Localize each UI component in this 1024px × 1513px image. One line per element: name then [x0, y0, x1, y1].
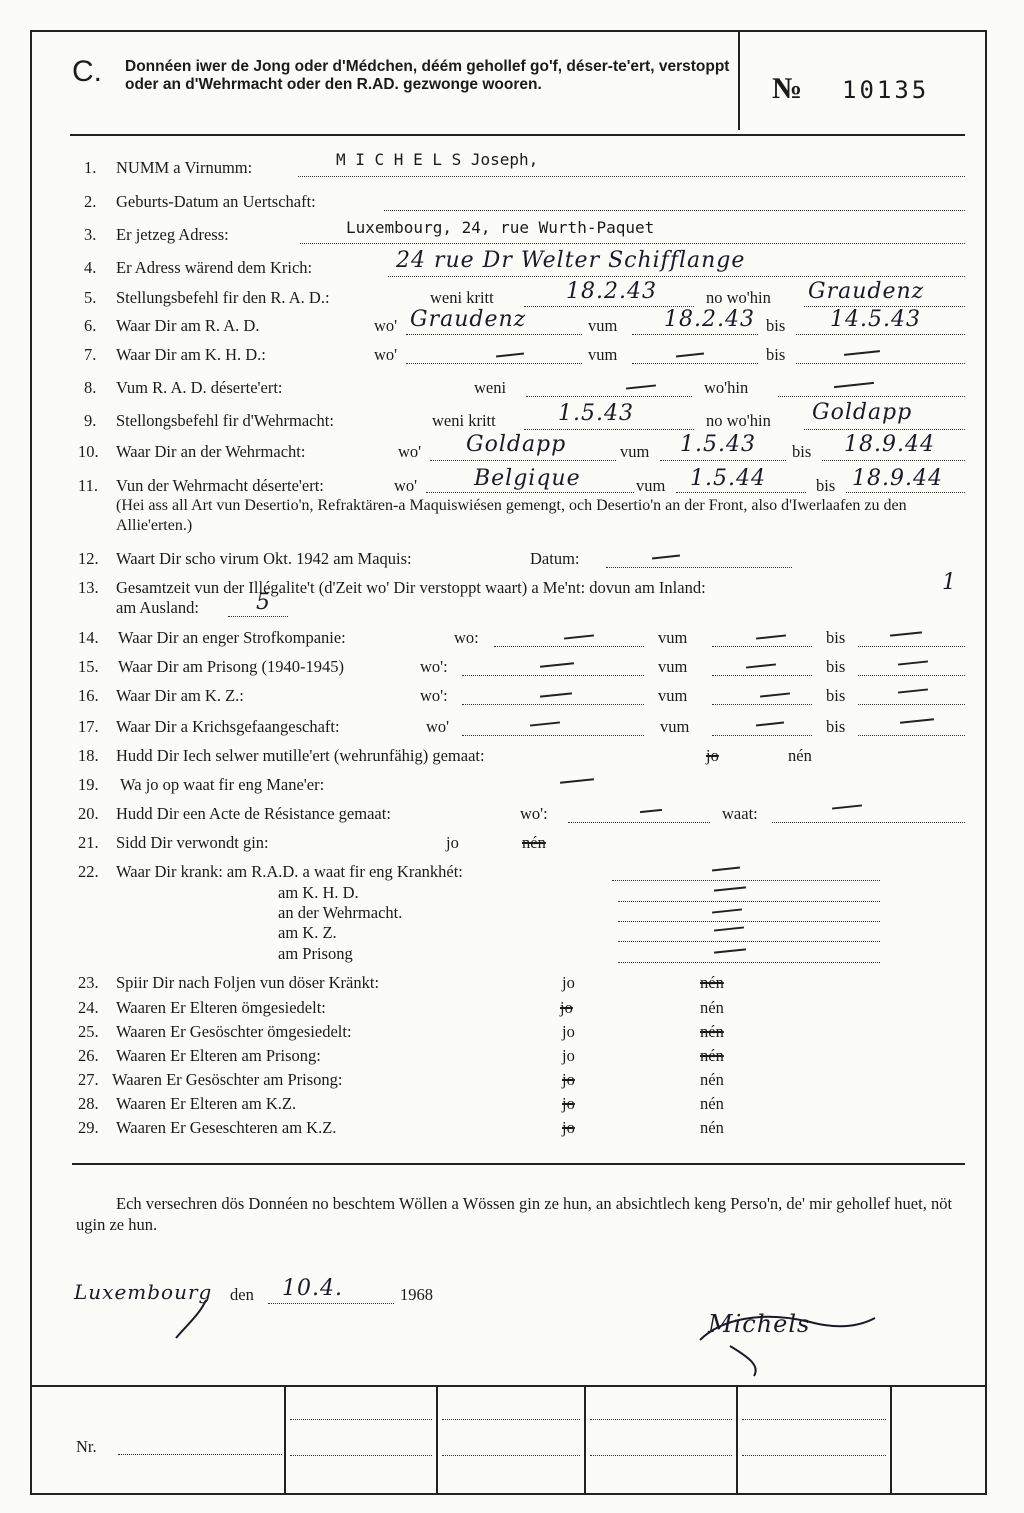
- item-22-number: 22.: [78, 862, 99, 881]
- item-4-label: Er Adress wärend dem Krich:: [116, 258, 313, 277]
- item-17-to-line: [858, 735, 965, 736]
- item-8-date-line: [526, 396, 692, 397]
- item-20-label: Hudd Dir een Acte de Résistance gemaat:: [116, 804, 391, 823]
- item-9-date: 1.5.43: [558, 401, 634, 426]
- item-11-bis: bis: [816, 476, 836, 495]
- signing-place: Luxembourg: [74, 1280, 213, 1304]
- signing-date: 10.4.: [282, 1276, 343, 1301]
- item-8-where-label: wo'hin: [704, 378, 749, 397]
- item-6-from-line: [632, 334, 758, 335]
- item-14-number: 14.: [78, 628, 99, 647]
- item-19-label: Wa jo op waat fir eng Mane'er:: [120, 775, 325, 794]
- number-label: №: [772, 72, 803, 105]
- item-10-bis: bis: [792, 442, 812, 461]
- item-1-field-line: [298, 176, 965, 177]
- item-11-where: Belgique: [474, 466, 581, 491]
- item-25-label: Waaren Er Gesöschter ömgesiedelt:: [116, 1022, 352, 1041]
- item-14-where-line: [494, 646, 644, 647]
- item-22-sub-kz: am K. Z.: [278, 923, 337, 942]
- footer-cell-line-g: [742, 1419, 886, 1420]
- item-18-jo: jo: [706, 746, 719, 765]
- footer-cell-line-e: [590, 1419, 732, 1420]
- item-15-from-line: [712, 675, 812, 676]
- item-27-label: Waaren Er Gesöschter am Prisong:: [112, 1070, 343, 1089]
- item-15-wo: wo':: [420, 657, 448, 676]
- item-6-label: Waar Dir am R. A. D.: [116, 316, 260, 335]
- item-7-where-line: [406, 363, 582, 364]
- item-11-wo: wo': [394, 476, 418, 495]
- item-29-number: 29.: [78, 1118, 99, 1137]
- item-14-label: Waar Dir an enger Strofkompanie:: [118, 628, 346, 647]
- item-7-vum: vum: [588, 345, 618, 364]
- item-11-where-line: [426, 492, 634, 493]
- item-9-weni: weni kritt: [432, 411, 496, 430]
- item-20-waat-line: [772, 822, 965, 823]
- item-4-value: 24 rue Dr Welter Schifflange: [396, 248, 746, 273]
- footer-col-2: [436, 1385, 438, 1495]
- item-18-nen: nén: [788, 746, 812, 765]
- item-4-number: 4.: [84, 258, 97, 277]
- footer-cell-line-f: [590, 1455, 732, 1456]
- item-17-wo: wo': [426, 717, 450, 736]
- item-7-to-line: [796, 363, 965, 364]
- item-3-label: Er jetzeg Adress:: [116, 225, 229, 244]
- item-25-jo: jo: [562, 1022, 575, 1041]
- item-10-label: Waar Dir an der Wehrmacht:: [116, 442, 306, 461]
- item-26-label: Waaren Er Elteren am Prisong:: [116, 1046, 321, 1065]
- item-3-value: Luxembourg, 24, rue Wurth-Paquet: [346, 218, 655, 237]
- item-16-number: 16.: [78, 686, 99, 705]
- item-10-wo: wo': [398, 442, 422, 461]
- item-11-from-line: [676, 492, 806, 493]
- item-5-label: Stellungsbefehl fir den R. A. D.:: [116, 288, 330, 307]
- item-9-where: Goldapp: [812, 400, 913, 425]
- item-6-where: Graudenz: [410, 307, 527, 332]
- item-11-note: (Hei ass all Art vun Desertio'n, Refraktären-a Maquiswiésen gemengt, och Desertio'n an der Front, also d'Iwerlaafen zu den Allie'erten.): [116, 497, 907, 534]
- item-10-vum: vum: [620, 442, 650, 461]
- item-6-bis: bis: [766, 316, 786, 335]
- signature: Michels: [708, 1310, 811, 1338]
- item-6-wo: wo': [374, 316, 398, 335]
- item-27-jo: jo: [562, 1070, 575, 1089]
- item-12-number: 12.: [78, 549, 99, 568]
- item-9-where-line: [804, 429, 965, 430]
- item-10-where-line: [430, 460, 616, 461]
- item-18-number: 18.: [78, 746, 99, 765]
- item-12-label: Waart Dir scho virum Okt. 1942 am Maquis:: [116, 549, 412, 568]
- item-16-bis: bis: [826, 686, 846, 705]
- item-29-jo: jo: [562, 1118, 575, 1137]
- item-24-label: Waaren Er Elteren ömgesiedelt:: [116, 998, 326, 1017]
- item-26-nen: nén: [700, 1046, 724, 1065]
- item-1-number: 1.: [84, 158, 97, 177]
- item-3-number: 3.: [84, 225, 97, 244]
- item-18-label: Hudd Dir Iech selwer mutille'ert (wehrunfähig) gemaat:: [116, 746, 485, 765]
- item-17-number: 17.: [78, 717, 99, 736]
- item-29-nen: nén: [700, 1118, 724, 1137]
- header-divider: [738, 30, 740, 130]
- item-5-number: 5.: [84, 288, 97, 307]
- item-21-number: 21.: [78, 833, 99, 852]
- header-rule: [70, 134, 965, 136]
- item-15-where-line: [462, 675, 644, 676]
- item-27-number: 27.: [78, 1070, 99, 1089]
- signing-den: den: [230, 1285, 254, 1304]
- item-2-label: Geburts-Datum an Uertschaft:: [116, 192, 316, 211]
- item-14-vum: vum: [658, 628, 688, 647]
- item-17-vum: vum: [660, 717, 690, 736]
- item-10-to: 18.9.44: [844, 432, 935, 457]
- footer-cell-line-h: [742, 1455, 886, 1456]
- item-22-line-3: [618, 941, 880, 942]
- item-12-date-line: [606, 567, 792, 568]
- footer-cell-line-d: [442, 1455, 580, 1456]
- item-15-number: 15.: [78, 657, 99, 676]
- item-16-wo: wo':: [420, 686, 448, 705]
- item-20-waat: waat:: [722, 804, 758, 823]
- item-6-from: 18.2.43: [664, 307, 755, 332]
- item-21-label: Sidd Dir verwondt gin:: [116, 833, 269, 852]
- item-16-where-line: [462, 704, 644, 705]
- item-11-label: Vun der Wehrmacht déserte'ert:: [116, 476, 324, 495]
- item-29-label: Waaren Er Geseschteren am K.Z.: [116, 1118, 337, 1137]
- header-text: Donnéen iwer de Jong oder d'Médchen, déém gehollef go'f, déser-te'ert, verstoppt oder an d'Wehrmacht oder den R.AD. gezwonge wooren.: [125, 58, 730, 93]
- declaration-rule: [72, 1163, 965, 1165]
- item-24-number: 24.: [78, 998, 99, 1017]
- item-13-ausland: 5: [256, 590, 271, 615]
- item-2-field-line: [384, 210, 965, 211]
- item-24-nen: nén: [700, 998, 724, 1017]
- item-22-line-0: [612, 880, 880, 881]
- item-28-label: Waaren Er Elteren am K.Z.: [116, 1094, 297, 1113]
- item-28-jo: jo: [562, 1094, 575, 1113]
- item-5-where-label: no wo'hin: [706, 288, 771, 307]
- item-1-value: M I C H E L S Joseph,: [336, 150, 539, 169]
- item-23-jo: jo: [562, 973, 575, 992]
- item-10-where: Goldapp: [466, 432, 567, 457]
- item-9-label: Stellongsbefehl fir d'Wehrmacht:: [116, 411, 334, 430]
- item-27-nen: nén: [700, 1070, 724, 1089]
- item-7-label: Waar Dir am K. H. D.:: [116, 345, 266, 364]
- item-20-wo: wo':: [520, 804, 548, 823]
- section-letter: C.: [72, 55, 102, 88]
- item-11-to: 18.9.44: [852, 466, 943, 491]
- item-16-to-line: [858, 704, 965, 705]
- item-10-number: 10.: [78, 442, 99, 461]
- item-5-where: Graudenz: [808, 279, 925, 304]
- item-23-nen: nén: [700, 973, 724, 992]
- item-6-to: 14.5.43: [830, 307, 921, 332]
- item-13-inland: 1: [942, 570, 957, 595]
- item-11-from: 1.5.44: [690, 466, 766, 491]
- item-13-ausland-label: am Ausland:: [116, 598, 199, 617]
- item-20-number: 20.: [78, 804, 99, 823]
- item-8-number: 8.: [84, 378, 97, 397]
- item-15-vum: vum: [658, 657, 688, 676]
- item-25-nen: nén: [700, 1022, 724, 1041]
- item-13-label: Gesamtzeit vun der Illégalite't (d'Zeit wo' Dir verstoppt waart) a Me'nt: dovun am Inland:: [116, 578, 706, 597]
- item-9-date-line: [524, 429, 694, 430]
- item-10-from: 1.5.43: [680, 432, 756, 457]
- footer-top-rule: [30, 1385, 987, 1387]
- footer-col-4: [736, 1385, 738, 1495]
- item-7-wo: wo': [374, 345, 398, 364]
- item-14-wo: wo:: [454, 628, 479, 647]
- item-21-nen: nén: [522, 833, 546, 852]
- item-16-vum: vum: [658, 686, 688, 705]
- item-22-label: Waar Dir krank: am R.A.D. a waat fir eng Krankhét:: [116, 862, 463, 881]
- footer-nr-line: [118, 1454, 282, 1455]
- item-9-number: 9.: [84, 411, 97, 430]
- signing-place-flourish: [170, 1296, 210, 1342]
- item-22-line-2: [618, 921, 880, 922]
- item-9-where-label: no wo'hin: [706, 411, 771, 430]
- item-17-label: Waar Dir a Krichsgefaangeschaft:: [116, 717, 340, 736]
- item-22-sub-wehrmacht: an der Wehrmacht.: [278, 903, 403, 922]
- item-17-bis: bis: [826, 717, 846, 736]
- item-12-datum: Datum:: [530, 549, 580, 568]
- item-15-label: Waar Dir am Prisong (1940-1945): [118, 657, 344, 676]
- item-24-jo: jo: [560, 998, 573, 1017]
- item-10-to-line: [822, 460, 965, 461]
- item-14-from-line: [712, 646, 812, 647]
- item-10-from-line: [660, 460, 786, 461]
- signing-year: 1968: [400, 1285, 433, 1304]
- item-11-to-line: [846, 492, 965, 493]
- item-16-from-line: [712, 704, 812, 705]
- item-22-sub-prisong: am Prisong: [278, 944, 353, 963]
- footer-cell-line-a: [290, 1419, 432, 1420]
- item-3-field-line: [300, 243, 965, 244]
- item-17-from-line: [712, 735, 812, 736]
- item-5-weni: weni kritt: [430, 288, 494, 307]
- item-14-bis: bis: [826, 628, 846, 647]
- item-1-label: NUMM a Virnumm:: [116, 158, 253, 177]
- item-20-where-line: [568, 822, 710, 823]
- footer-cell-line-b: [290, 1455, 432, 1456]
- item-26-number: 26.: [78, 1046, 99, 1065]
- signing-date-line: [268, 1303, 394, 1304]
- item-8-weni: weni: [474, 378, 507, 397]
- item-11-vum: vum: [636, 476, 666, 495]
- declaration-text: Ech versechren dös Donnéen no beschtem Wöllen a Wössen gin ze hun, an absichtlech keng Perso'n, de' mir gehollef huet, nöt ugin ze hun.: [76, 1194, 953, 1234]
- footer-col-1: [284, 1385, 286, 1495]
- item-6-vum: vum: [588, 316, 618, 335]
- item-13-number: 13.: [78, 578, 99, 597]
- item-16-label: Waar Dir am K. Z.:: [116, 686, 244, 705]
- item-21-jo: jo: [446, 833, 459, 852]
- item-7-from-line: [632, 363, 758, 364]
- item-25-number: 25.: [78, 1022, 99, 1041]
- item-22-line-4: [618, 962, 880, 963]
- item-17-where-line: [462, 735, 644, 736]
- item-26-jo: jo: [562, 1046, 575, 1065]
- form-number: 10135: [842, 76, 930, 104]
- item-7-bis: bis: [766, 345, 786, 364]
- footer-cell-line-c: [442, 1419, 580, 1420]
- item-15-bis: bis: [826, 657, 846, 676]
- item-6-to-line: [796, 334, 965, 335]
- item-2-number: 2.: [84, 192, 97, 211]
- item-22-sub-khd: am K. H. D.: [278, 883, 359, 902]
- footer-col-3: [584, 1385, 586, 1495]
- item-14-to-line: [858, 646, 965, 647]
- item-4-field-line: [388, 276, 965, 277]
- item-13-ausland-line: [228, 616, 288, 617]
- item-23-label: Spiir Dir nach Foljen vun döser Kränkt:: [116, 973, 380, 992]
- item-8-where-line: [778, 396, 965, 397]
- item-28-nen: nén: [700, 1094, 724, 1113]
- item-23-number: 23.: [78, 973, 99, 992]
- item-6-number: 6.: [84, 316, 97, 335]
- signature-flourish: [690, 1300, 890, 1380]
- item-5-date: 18.2.43: [566, 279, 657, 304]
- item-22-line-1: [618, 901, 880, 902]
- footer-nr-label: Nr.: [76, 1437, 97, 1456]
- item-15-to-line: [858, 675, 965, 676]
- item-11-number: 11.: [78, 476, 99, 495]
- item-28-number: 28.: [78, 1094, 99, 1113]
- footer-col-5: [890, 1385, 892, 1495]
- item-6-where-line: [406, 334, 582, 335]
- item-7-number: 7.: [84, 345, 97, 364]
- item-8-label: Vum R. A. D. déserte'ert:: [116, 378, 283, 397]
- item-19-number: 19.: [78, 775, 99, 794]
